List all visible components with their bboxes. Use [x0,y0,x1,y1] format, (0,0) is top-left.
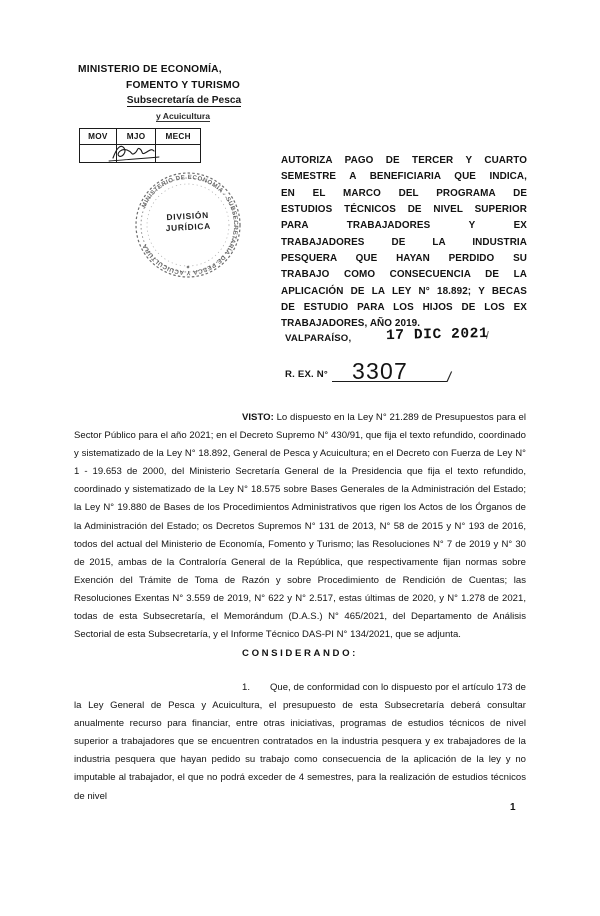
stamp-line-division: DIVISIÓN [166,209,210,223]
title-line: APLICACIÓN DE LA LEY N° 18.892; Y BECAS [281,285,527,297]
title-line: DE ESTUDIO PARA LOS HIJOS DE LOS EX [281,302,527,314]
visto-body: Lo dispuesto en la Ley N° 21.289 de Presupuestos para el Sector Público para el año 2021; en el Decreto Supremo N° 430/91, que fija el texto refundido, coordinado y sistematizado de la Ley N° 18.892, General de Pesca y Acuicultura; en el Decreto con Fuerza de Ley N° 1 - 19.653 de 2000, del Ministerio Secretaría General de la Presidencia que fija el texto refundido, coordinado y sistematizado de la Ley N° 18.575 sobre Bases Generales de la Administración del Estado; la Ley N° 19.880 de Bases de los Procedimientos Administrativos que rigen los Actos de los Órganos de la Administración del Estado; os Decretos Supremos N° 131 de 2013, N° 58 de 2015 y N° 193 de 2016, todos del actual del Ministerio de Economía, Fomento y Turismo; las Resoluciones N° 7 de 2019 y N° 30 de 2015, ambas de la Contraloría General de la República, que respectivamente fijan normas sobre Exención del Trámite de Toma de Razón y sobre Procedimiento de Rendición de Cuentas; las Resoluciones Exentas N° 3.559 de 2019, N° 622 y N° 2.517, estas últimas de 2020, y N° 1.278 de 2021, todas de esta Subsecretaría, el Memorándum (D.A.S.) N° 465/2021, del Departamento de Análisis Sectorial de esta Subsecretaría, y el Informe Técnico DAS-PI N° 134/2021, que se adjunta. [74,412,526,641]
considerando-item-number: 1. [242,682,251,693]
initials-table-header-row [80,129,201,145]
stamp-line-juridica: JURÍDICA [165,220,212,234]
title-line: SEMESTRE A BENEFICIARIA QUE INDICA, [281,171,527,183]
page-number: 1 [510,802,516,813]
initials-cell-mov [80,145,117,163]
svg-text:MINISTERIO DE ECONOMÍA · SUBSE: MINISTERIO DE ECONOMÍA · SUBSECRETARÍA DE PESCA Y ACUICULTURA [140,173,240,277]
initials-col-mech: MECH [156,129,201,145]
title-line: TRABAJADORES, AÑO 2019. [281,318,421,330]
letterhead-subsecretary-text: Subsecretaría de Pesca [126,95,242,106]
initials-table-signature-row [80,145,201,163]
initials-table [79,128,201,163]
title-line: ESTUDIOS TÉCNICOS DE NIVEL SUPERIOR [281,204,527,216]
visto-heading: VISTO: [242,412,274,423]
issuance-date-stamp: 17 DIC 2021 [385,325,489,345]
letterhead [74,62,314,123]
considerando-item-text: Que, de conformidad con lo dispuesto por el artículo 173 de la Ley General de Pesca y Acuicultura, el presupuesto de esta Subsecretaría deberá consultar anualmente recurso para financiar, entre otras iniciativas, programas de estudios técnicos de nivel superior a trabajadores que se encuentren contratados en la industria pesquera y ex trabajadores de la industria pesquera que hayan pedido su trabajo como consecuencia de la aplicación de la ley y no imputable al trabajador, el que no podrá exceder de 4 semestres, para la realización de estudios técnicos de nivel [74,682,526,802]
letterhead-ministry-line2: FOMENTO Y TURISMO [125,79,241,91]
considerando-item-1 [74,679,526,806]
resolution-number-label: R. EX. N° [285,369,328,380]
title-line: PARA TRABAJADORES Y EX [281,220,527,232]
letterhead-aquaculture [74,109,314,123]
title-line: TRABAJADORES DE LA INDUSTRIA [281,236,527,248]
initials-col-mjo: MJO [116,129,156,145]
resolution-number-value: 3307 [352,358,408,384]
initials-cell-mjo [116,145,156,163]
initials-cell-mech [156,145,201,163]
title-line: PESQUERA QUE HAYAN PERDIDO SU [281,253,527,265]
letterhead-subsecretary [74,93,314,109]
resolution-number-slash: / [445,368,453,387]
title-line: EN EL MARCO DEL PROGRAMA DE [281,187,527,199]
initials-col-mov: MOV [80,129,117,145]
resolution-title [281,153,527,333]
considerando-heading: CONSIDERANDO: [242,648,358,659]
letterhead-ministry-line1: MINISTERIO DE ECONOMÍA, [78,64,222,75]
juridical-division-stamp [126,163,250,287]
title-line: AUTORIZA PAGO DE TERCER Y CUARTO [281,155,527,166]
issuance-place: VALPARAÍSO, [285,333,352,344]
letterhead-aquaculture-text: y Acuicultura [155,111,211,121]
title-line: TRABAJO COMO CONSECUENCIA DE LA [281,269,527,281]
visto-paragraph [74,409,526,644]
